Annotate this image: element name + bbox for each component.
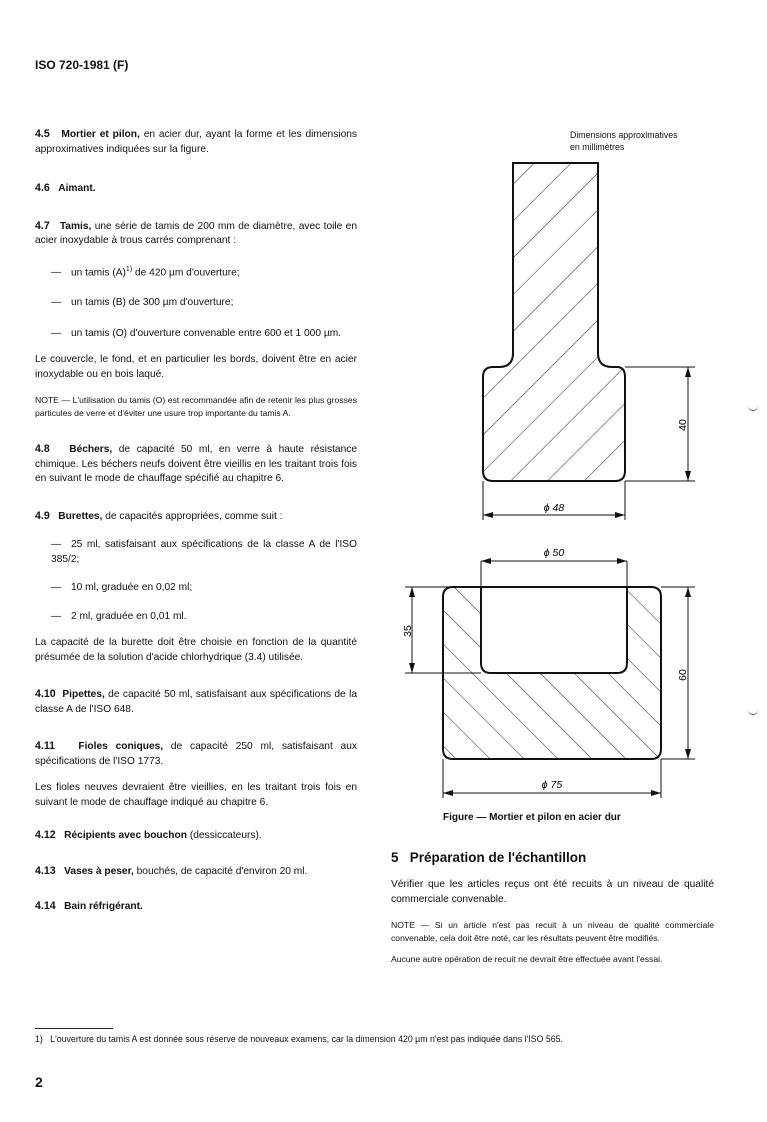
list-item: — un tamis (B) de 300 µm d'ouverture; (51, 297, 234, 309)
footnote-rule (35, 1028, 113, 1029)
list-item: — un tamis (O) d'ouverture convenable entre 600 et 1 000 µm. (51, 327, 342, 339)
dim-mortar-diameter: ϕ 75 (541, 779, 563, 791)
figure-caption: Figure — Mortier et pilon en acier dur (443, 812, 621, 823)
pestle-shape (483, 163, 625, 481)
document-header: ISO 720-1981 (F) (35, 58, 129, 72)
list-item: — un tamis $(A)^{1)}$ de 420 µm d'ouverture; (51, 265, 240, 278)
list-item: — 2 ml, graduée en 0,01 ml. (51, 610, 187, 622)
section-5-title: 5 Préparation de l'échantillon (391, 850, 587, 865)
dim-cavity-diameter: ϕ 50 (543, 547, 565, 559)
section-5 (391, 850, 714, 966)
paragraph: La capacité de la burette doit être choisie en fonction de la quantité présumée de la solution d'acide chlorhydrique (3.4) utilisée. (35, 637, 357, 663)
section-4-14: 4.14 Bain réfrigérant. (35, 900, 143, 913)
dim-pestle-diameter: ϕ 48 (543, 502, 565, 514)
section-4-12: 4.12 Récipients avec bouchon (dessiccateurs). (35, 829, 262, 842)
paragraph: Vérifier que les articles reçus ont été recuits à un niveau de qualité commerciale convenable. (391, 879, 714, 905)
dim-mortar-height: 60 (677, 669, 689, 681)
section-4-6: 4.6 Aimant. (35, 182, 96, 194)
note: NOTE — Si un article n'est pas recuit à un niveau de qualité commerciale convenable, cela doit être noté, car les résultats peuvent être modifiés. (391, 920, 714, 943)
paragraph: Le couvercle, le fond, et en particulier les bords, doivent être en acier inoxydable ou en bois laqué. (35, 354, 357, 380)
footnote: 1) L'ouverture du tamis A est donnée sous réserve de nouveaux examens, car la dimension 420 µm n'est pas indiquée dans l'ISO 565. (35, 1034, 563, 1044)
section-4-10: 4.10 Pipettes, de capacité 50 ml, satisfaisant aux spécifications de la classe A de l'ISO 648. (35, 688, 357, 715)
dim-pestle-height: 40 (677, 419, 689, 431)
figure-units-line-2: en millimètres (570, 142, 625, 152)
section-4-5: 4.5 Mortier et pilon, en acier dur, ayant la forme et les dimensions approximatives indiquées sur la figure. (35, 128, 357, 155)
section-4-8: 4.8 Béchers, de capacité 50 ml, en verre à haute résistance chimique. Les béchers neufs doivent être vieillis en les traitant trois fois en suivant le mode de chauffage spécifié au chapitre 6. (35, 443, 358, 485)
page-number: 2 (35, 1074, 43, 1090)
list-item: — 10 ml, graduée en 0,02 ml; (51, 582, 193, 594)
section-4-7: 4.7 Tamis, une série de tamis de 200 mm de diamètre, avec toile en acier inoxydable à trous carrés comprenant : (35, 219, 357, 246)
section-4-9: 4.9 Burettes, de capacités appropriées, comme suit : (35, 509, 283, 522)
figure-units-line-1: Dimensions approximatives (570, 130, 678, 140)
list-item: — 25 ml, satisfaisant aux spécifications de la classe A de l'ISO 385/2; (51, 539, 357, 565)
dim-cavity-depth: 35 (402, 625, 414, 637)
section-4-11: 4.11 Fioles coniques, de capacité 250 ml, satisfaisant aux spécifications de l'ISO 1773. (35, 740, 357, 767)
left-column (35, 127, 357, 915)
margin-mark (748, 710, 758, 715)
mortar-pestle-figure (395, 155, 695, 835)
note: NOTE — L'utilisation du tamis (O) est recommandée afin de retenir les plus grosses particules de verre et d'éviter une usure trop importante du tamis A. (35, 395, 357, 419)
paragraph: Les fioles neuves devraient être vieillies, en les traitant trois fois en suivant le mode de chauffage indiqué au chapitre 6. (35, 782, 357, 808)
section-4-13: 4.13 Vases à peser, bouchés, de capacité d'environ 20 ml. (35, 864, 308, 877)
paragraph: Aucune autre opération de recuit ne devrait être effectuée avant l'essai. (391, 954, 663, 964)
margin-mark (748, 406, 758, 411)
